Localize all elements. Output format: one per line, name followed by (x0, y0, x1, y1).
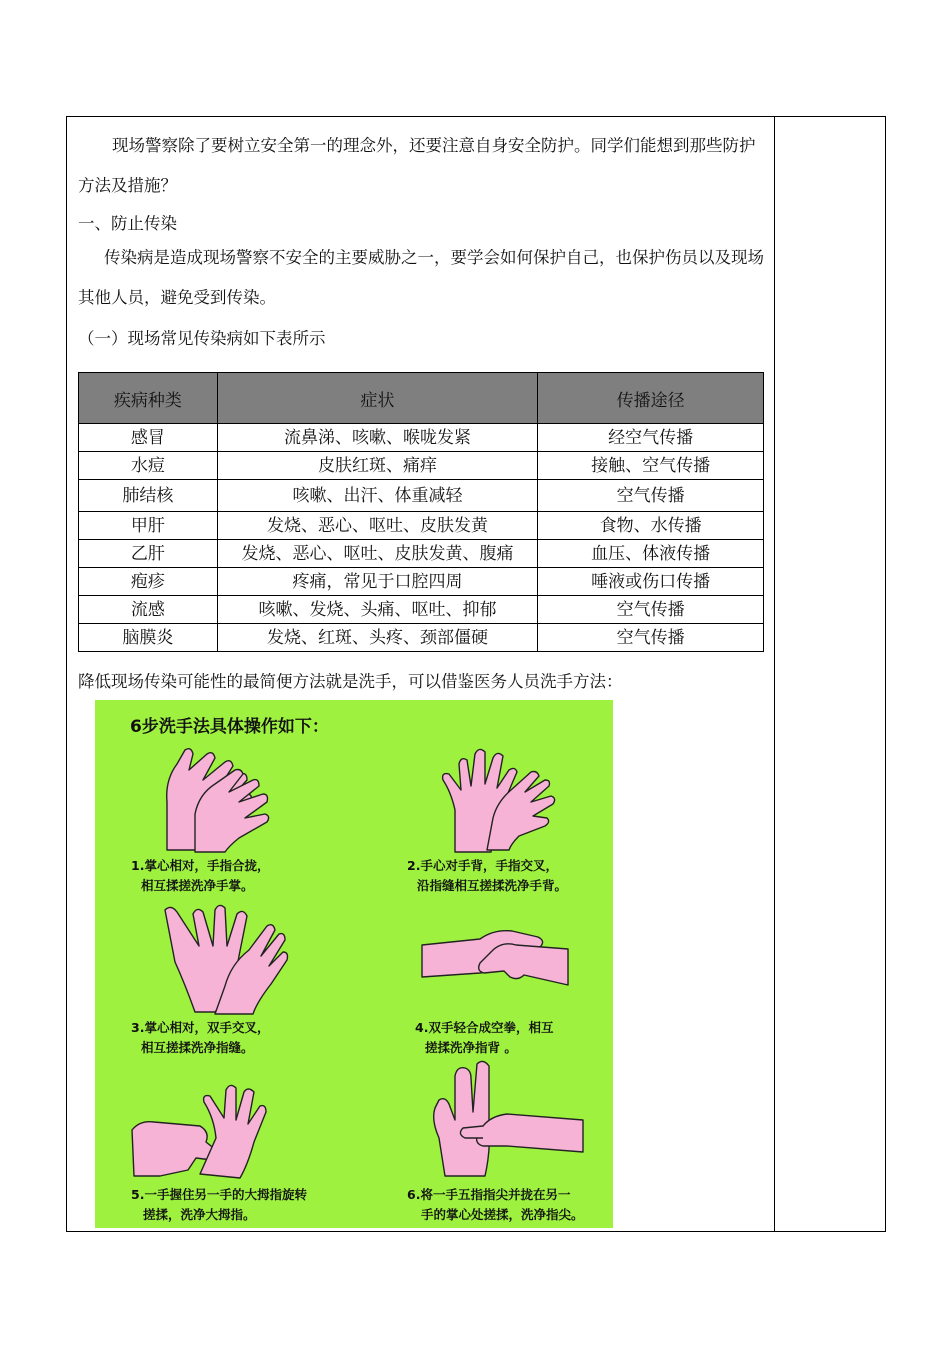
handwash-panel (95, 700, 613, 1228)
table-row (79, 568, 764, 596)
section-paragraph: 传染病是造成现场警察不安全的主要威胁之一，要学会如何保护自己，也保护伤员以及现场其他人员，避免受到传染。 (78, 248, 764, 307)
handwash-intro: 降低现场传染可能性的最简便方法就是洗手，可以借鉴医务人员洗手方法： (78, 672, 623, 691)
table-cell: 空气传播 (538, 596, 764, 624)
table-cell: 乙肝 (79, 540, 218, 568)
table-cell: 发烧、红斑、头疼、颈部僵硬 (217, 624, 538, 652)
table-cell: 咳嗽、发烧、头痛、呕吐、抑郁 (217, 596, 538, 624)
table-cell: 脑膜炎 (79, 624, 218, 652)
header-cell: 传播途径 (538, 373, 764, 424)
table-cell: 咳嗽、出汗、体重减轻 (217, 480, 538, 512)
step-2-caption: 2.手心对手背，手指交叉， 沿指缝相互搓揉洗净手背。 (407, 858, 568, 893)
step-1-caption: 1.掌心相对，手指合拢， 相互揉搓洗净手掌。 (131, 858, 270, 893)
intro-paragraph: 现场警察除了要树立安全第一的理念外，还要注意自身安全防护。同学们能想到那些防护方法及措施？ (78, 136, 756, 195)
table-row (79, 624, 764, 652)
palm-over-back-hands-icon (435, 740, 565, 860)
table-cell: 经空气传播 (538, 424, 764, 452)
table-cell: 食物、水传播 (538, 512, 764, 540)
table-cell: 发烧、恶心、呕吐、皮肤发黄、腹痛 (217, 540, 538, 568)
interlaced-fingers-hands-icon (155, 900, 295, 1020)
table-row (79, 424, 764, 452)
step-3-caption: 3.掌心相对，双手交叉， 相互搓揉洗净指缝。 (131, 1020, 270, 1055)
panel-title: 6步洗手法具体操作如下： (130, 717, 329, 737)
header-cell: 症状 (217, 373, 538, 424)
table-row (79, 596, 764, 624)
table-cell: 发烧、恶心、呕吐、皮肤发黄 (217, 512, 538, 540)
table-cell: 疼痛，常见于口腔四周 (217, 568, 538, 596)
table-header-row (79, 373, 764, 424)
table-row (79, 512, 764, 540)
section-heading: 一、防止传染 (78, 214, 177, 233)
table-cell: 肺结核 (79, 480, 218, 512)
table-row (79, 480, 764, 512)
column-divider (774, 116, 775, 1232)
step-6-caption: 6.将一手五指指尖并拢在另一 手的掌心处搓揉，洗净指尖。 (407, 1187, 584, 1222)
table-cell: 流感 (79, 596, 218, 624)
table-cell: 空气传播 (538, 480, 764, 512)
header-cell: 疾病种类 (79, 373, 218, 424)
table-cell: 唾液或伤口传播 (538, 568, 764, 596)
step-4-caption: 4.双手轻合成空拳，相互 搓揉洗净指背 。 (415, 1020, 554, 1055)
fingertips-in-palm-hands-icon (425, 1060, 585, 1180)
table-cell: 空气传播 (538, 624, 764, 652)
table-row (79, 540, 764, 568)
table-cell: 水痘 (79, 452, 218, 480)
palm-to-palm-hands-icon (155, 740, 285, 860)
table-cell: 流鼻涕、咳嗽、喉咙发紧 (217, 424, 538, 452)
table-caption: （一）现场常见传染病如下表所示 (78, 329, 326, 348)
thumb-rotation-hands-icon (130, 1080, 280, 1190)
table-cell: 血压、体液传播 (538, 540, 764, 568)
step-5-caption: 5.一手握住另一手的大拇指旋转 搓揉，洗净大拇指。 (131, 1187, 307, 1222)
fist-rubbing-hands-icon (420, 915, 570, 1005)
table-row (79, 452, 764, 480)
table-cell: 甲肝 (79, 512, 218, 540)
disease-table (78, 372, 764, 652)
table-cell: 皮肤红斑、痛痒 (217, 452, 538, 480)
table-cell: 感冒 (79, 424, 218, 452)
table-cell: 接触、空气传播 (538, 452, 764, 480)
table-cell: 疱疹 (79, 568, 218, 596)
